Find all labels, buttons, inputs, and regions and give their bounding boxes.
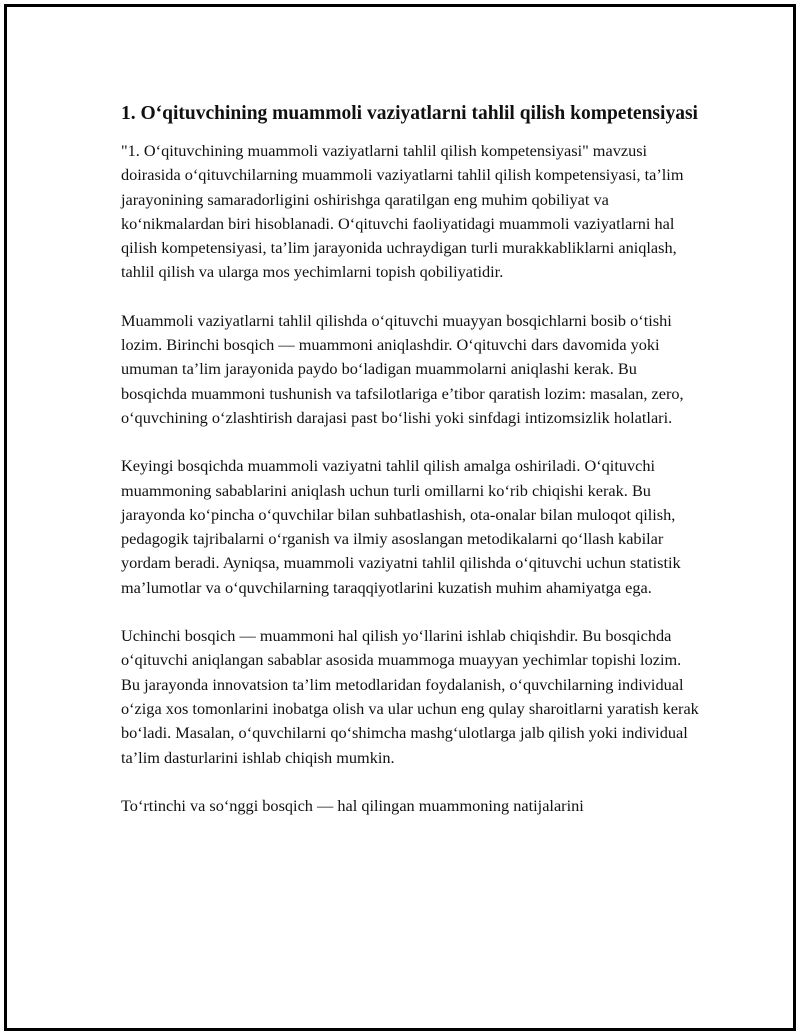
paragraph-1: "1. O‘qituvchining muammoli vaziyatlarni tahlil qilish kompetensiyasi" mavzusi doirasida o‘qituvchilarning muammoli vaziyatlarni tahlil qilish kompetensiyasi, ta’lim jarayonining samaradorligini oshirishga qaratilgan eng muhim qobiliyat va ko‘nikmalardan biri hisoblanadi. O‘qituvchi faoliyatidagi muammoli vaziyatlarni hal qilish kompetensiyasi, ta’lim jarayonida uchraydigan turli murakkabliklarni aniqlash, tahlil qilish va ularga mos yechimlarni topish qobiliyatidir. [121,141,684,282]
page-frame [4,4,796,1031]
paragraph-5: To‘rtinchi va so‘nggi bosqich — hal qilingan muammoning natijalarini [121,795,584,815]
paragraph-4: Uchinchi bosqich — muammoni hal qilish yo‘llarini ishlab chiqishdir. Bu bosqichda o‘qituvchi aniqlangan sabablar asosida muammoga muayyan yechimlar topishi lozim. Bu jarayonda innovatsion ta’lim metodlaridan foydalanish, o‘quvchilarning individual o‘ziga xos tomonlarini inobatga olish va ular uchun eng qulay sharoitlarni yaratish kerak bo‘ladi. Masalan, o‘quvchilarni qo‘shimcha mashg‘ulotlarga jalb qilish yoki individual ta’lim dasturlarini ishlab chiqish mumkin. [121,626,699,767]
document-title: 1. O‘qituvchining muammoli vaziyatlarni tahlil qilish kompetensiyasi [121,103,698,124]
paragraph-2: Muammoli vaziyatlarni tahlil qilishda o‘qituvchi muayyan bosqichlarni bosib o‘tishi lozim. Birinchi bosqich — muammoni aniqlashdir. O‘qituvchi dars davomida yoki umuman ta’lim jarayonida paydo bo‘ladigan muammolarni aniqlashi kerak. Bu bosqichda muammoni tushunish va tafsilotlariga e’tibor qaratish lozim: masalan, zero, o‘quvchining o‘zlashtirish darajasi past bo‘lishi yoki sinfdagi intizomsizlik holatlari. [121,310,684,427]
paragraph-3: Keyingi bosqichda muammoli vaziyatni tahlil qilish amalga oshiriladi. O‘qituvchi muammoning sabablarini aniqlash uchun turli omillarni ko‘rib chiqishi kerak. Bu jarayonda ko‘pincha o‘quvchilar bilan suhbatlashish, ota-onalar bilan muloqot qilish, pedagogik tajribalarni o‘rganish va ilmiy asoslangan metodikalarni qo‘llash kabilar yordam beradi. Ayniqsa, muammoli vaziyatni tahlil qilishda o‘qituvchi uchun statistik ma’lumotlar va o‘quvchilarning taraqqiyotlarini kuzatish muhim ahamiyatga ega. [121,456,681,597]
document-body [121,101,701,842]
